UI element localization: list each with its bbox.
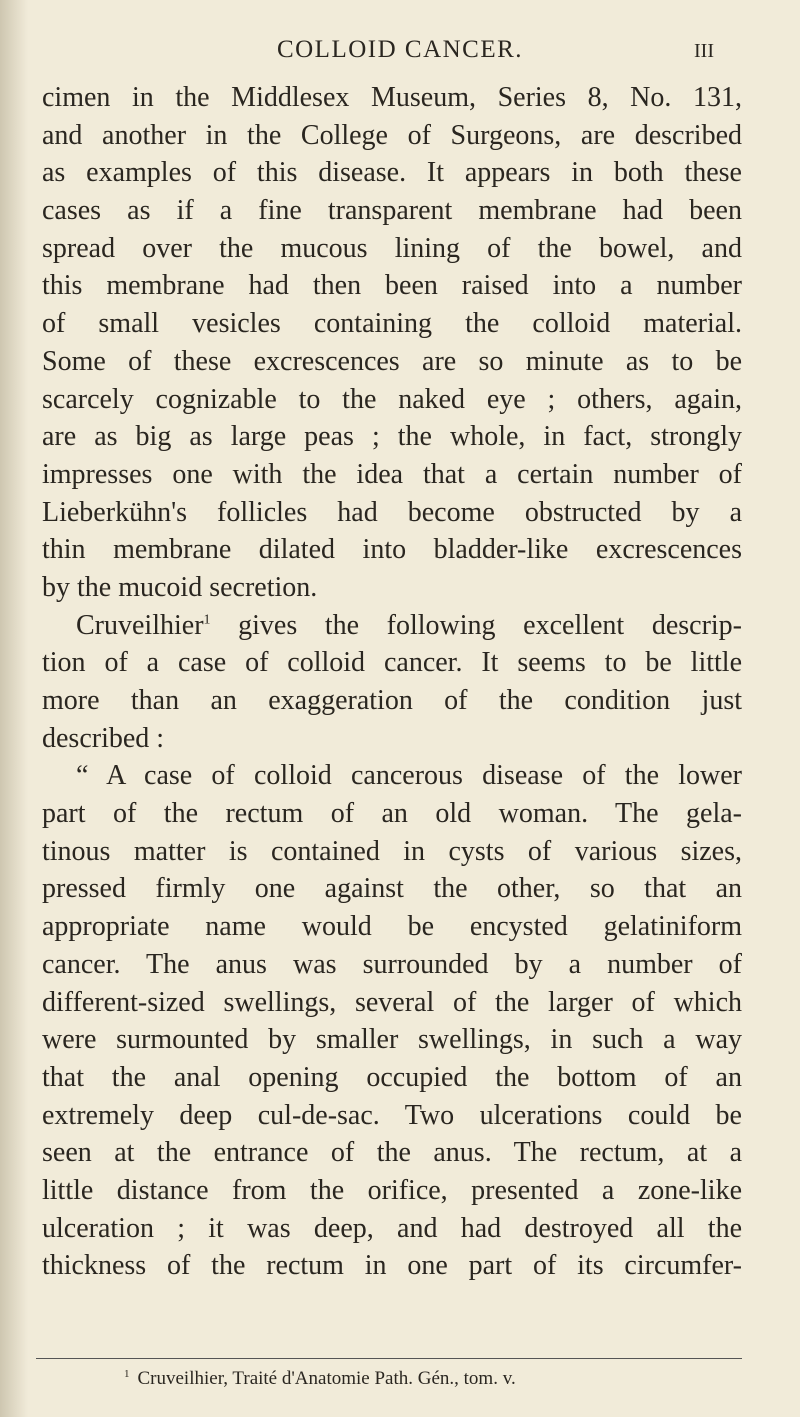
text-line: part of the rectum of an old woman. The gela- [42,798,742,830]
text-line: pressed firmly one against the other, so that an [42,873,742,905]
text-line: that the anal opening occupied the bottom of an [42,1061,742,1093]
text-line: of small vesicles containing the colloid material. [42,308,742,340]
text-line: this membrane had then been raised into a number [42,270,742,302]
quote-start-line: “ A case of colloid cancerous disease of the lower [76,760,742,792]
text-line: scarcely cognizable to the naked eye ; others, again, [42,383,742,415]
text-line: as examples of this disease. It appears in both these [42,157,742,189]
footnote [124,1368,764,1390]
footnote-marker: 1 [124,1367,130,1380]
text-line: Lieberkühn's follicles had become obstructed by a [42,496,742,528]
footnote-divider [36,1358,742,1359]
text-line: by the mucoid secretion. [42,571,318,603]
text-line: are as big as large peas ; the whole, in fact, strongly [42,421,742,453]
page-header [0,32,800,72]
text-line: extremely deep cul-de-sac. Two ulcerations could be [42,1099,742,1131]
text-line: cimen in the Middlesex Museum, Series 8, No. 131, [42,82,742,113]
body-text [42,79,742,1285]
text-line: were surmounted by smaller swellings, in such a way [42,1024,742,1056]
text-line: described : [42,722,165,754]
footnote-reference: 1 [203,612,211,628]
page-number: III [694,40,714,62]
text-line: tion of a case of colloid cancer. It seems to be little [42,647,742,679]
text-line: impresses one with the idea that a certain number of [42,458,742,490]
text-line: cases as if a fine transparent membrane had been [42,195,742,227]
text-line: more than an exaggeration of the condition just [42,685,742,716]
text-line: spread over the mucous lining of the bowel, and [42,232,742,264]
text-line: seen at the entrance of the anus. The rectum, at a [42,1137,742,1169]
text-line: cancer. The anus was surrounded by a number of [42,948,742,980]
author-name: Cruveilhier [76,609,204,641]
paragraph-start-cruveilhier [42,607,742,645]
text-line: little distance from the orifice, presented a zone-like [42,1174,742,1206]
text-line: appropriate name would be encysted gelatiniform [42,911,742,943]
running-title: COLLOID CANCER. [276,36,524,63]
text-line: thickness of the rectum in one part of its circumfer- [42,1250,742,1282]
text-line: thin membrane dilated into bladder-like excrescences [42,534,742,566]
text-line: ulceration ; it was deep, and had destroyed all the [42,1212,742,1244]
text-line-rest: gives the following excellent descrip- [210,609,742,641]
text-line: different-sized swellings, several of the larger of which [42,986,742,1018]
text-line: and another in the College of Surgeons, are described [42,119,742,151]
text-line: Some of these excrescences are so minute as to be [42,345,742,377]
page-gutter-shadow [0,0,28,1417]
text-line: tinous matter is contained in cysts of various sizes, [42,835,742,867]
footnote-text: Cruveilhier, Traité d'Anatomie Path. Gén., tom. v. [137,1368,516,1389]
